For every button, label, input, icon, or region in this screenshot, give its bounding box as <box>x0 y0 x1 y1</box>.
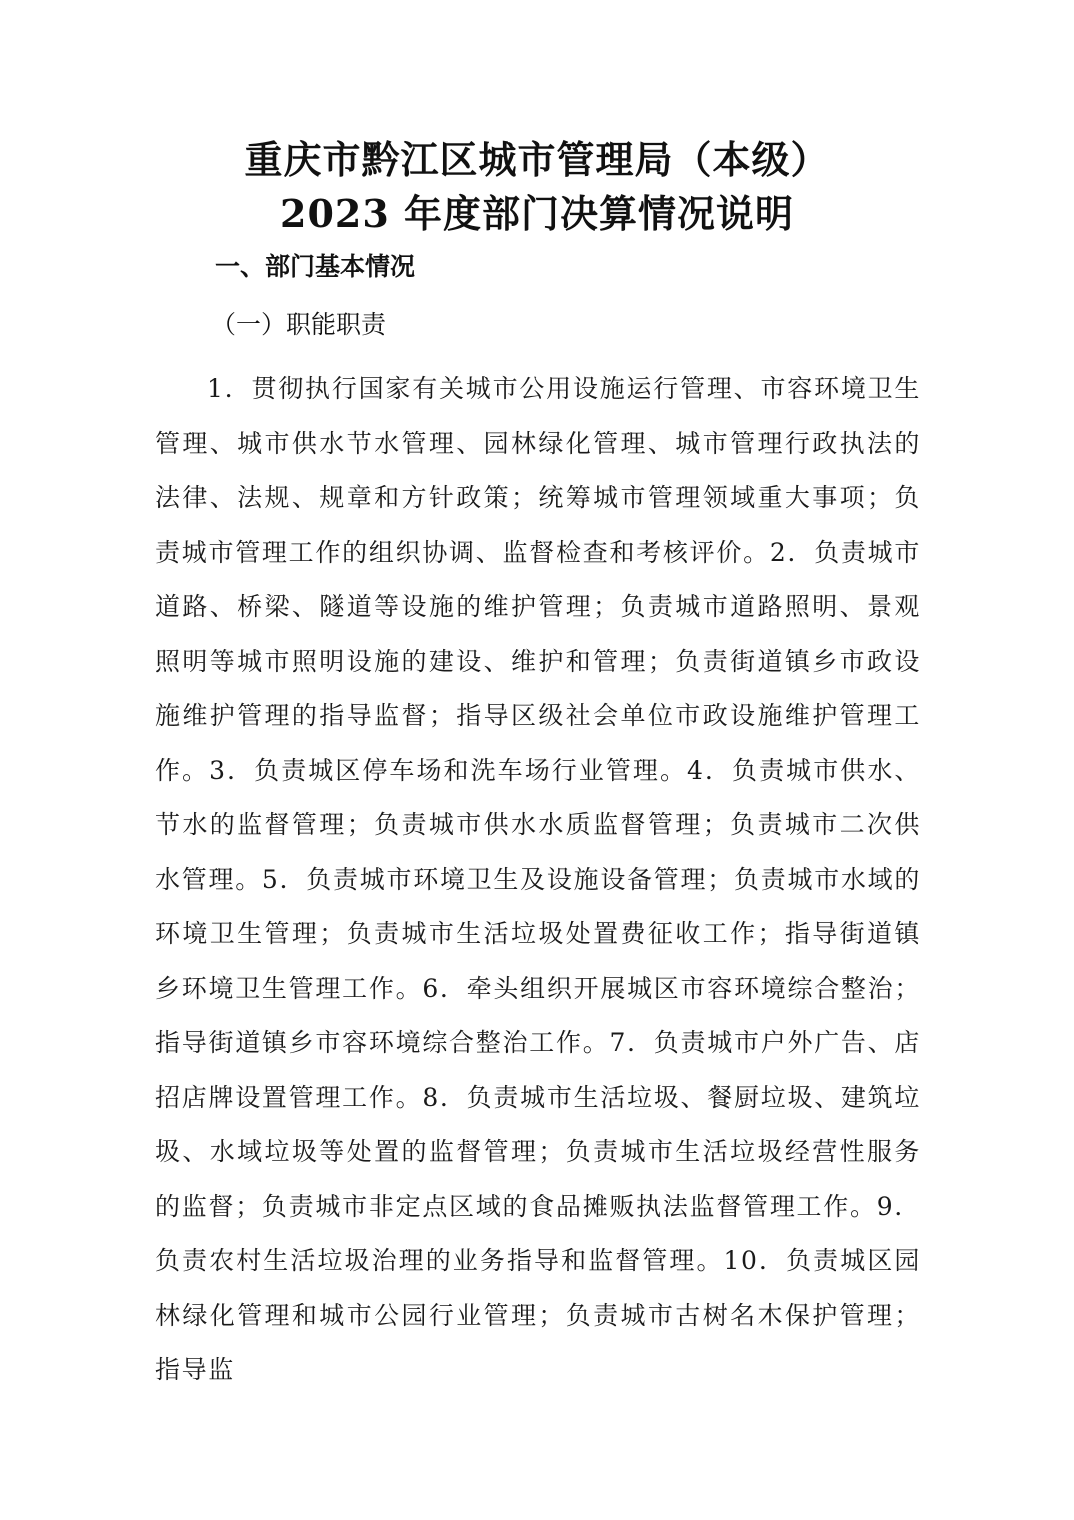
section-heading-basic-info: 一、部门基本情况 <box>215 252 416 281</box>
subsection-heading-functions: （一）职能职责 <box>211 310 387 339</box>
body-paragraph-functions: 1．贯彻执行国家有关城市公用设施运行管理、市容环境卫生管理、城市供水节水管理、园林绿化管理、城市管理行政执法的法律、法规、规章和方针政策；统筹城市管理领域重大事项；负责城市管理工作的组织协调、监督检查和考核评价。2．负责城市道路、桥梁、隧道等设施的维护管理；负责城市道路照明、景观照明等城市照明设施的建设、维护和管理；负责街道镇乡市政设施维护管理的指导监督；指导区级社会单位市政设施维护管理工作。3．负责城区停车场和洗车场行业管理。4．负责城市供水、节水的监督管理；负责城市供水水质监督管理；负责城市二次供水管理。5．负责城市环境卫生及设施设备管理；负责城市水域的环境卫生管理；负责城市生活垃圾处置费征收工作；指导街道镇乡环境卫生管理工作。6．牵头组织开展城区市容环境综合整治；指导街道镇乡市容环境综合整治工作。7．负责城市户外广告、店招店牌设置管理工作。8．负责城市生活垃圾、餐厨垃圾、建筑垃圾、水域垃圾等处置的监督管理；负责城市生活垃圾经营性服务的监督；负责城市非定点区域的食品摊贩执法监督管理工作。9．负责农村生活垃圾治理的业务指导和监督管理。10．负责城区园林绿化管理和城市公园行业管理；负责城市古树名木保护管理；指导监 <box>155 374 921 1384</box>
document-title-line1: 重庆市黔江区城市管理局（本级） <box>244 137 830 182</box>
document-title-line2: 2023 年度部门决算情况说明 <box>280 191 794 236</box>
